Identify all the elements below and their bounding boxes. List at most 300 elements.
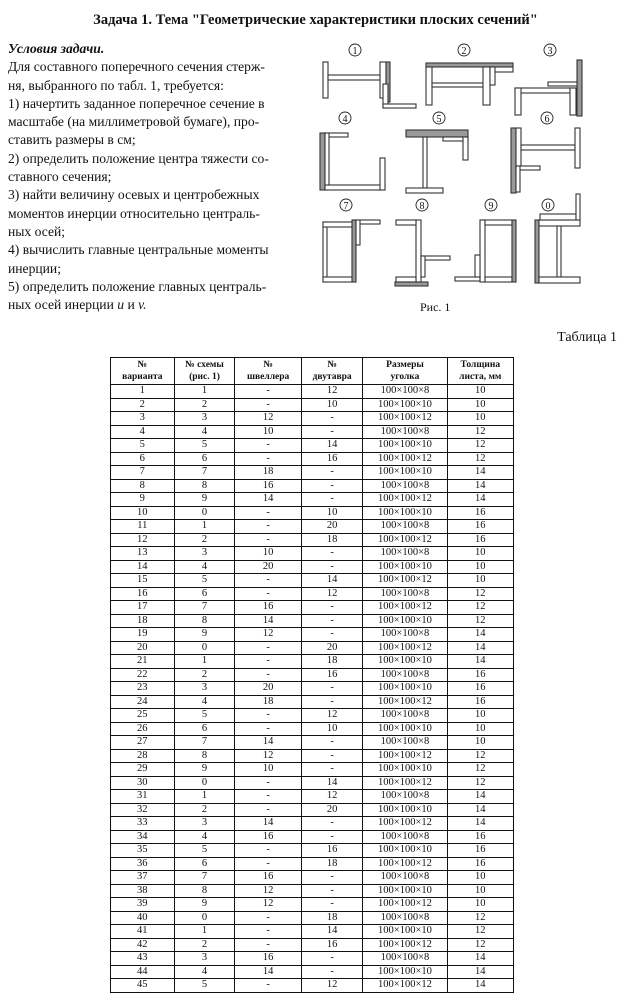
table-row: [111, 736, 514, 750]
cell-angle-size: 100×100×10: [363, 506, 447, 520]
cell-channel: -: [235, 979, 301, 993]
cell-angle-size: 100×100×8: [363, 668, 447, 682]
scheme-0-drawing: [535, 194, 580, 283]
cell-angle-size: 100×100×8: [363, 628, 447, 642]
table-row: [111, 466, 514, 480]
axis-u-label: u: [117, 297, 125, 313]
column-header-text: листа, мм: [459, 372, 502, 382]
cell-ibeam: 14: [301, 439, 363, 453]
column-header-ibeam: [301, 358, 363, 385]
cell-channel: 14: [235, 965, 301, 979]
column-header-text: двутавра: [312, 372, 352, 382]
cell-channel: -: [235, 641, 301, 655]
cell-scheme: 7: [174, 736, 235, 750]
scheme-2-drawing: [426, 63, 513, 105]
cell-angle-size: 100×100×12: [363, 749, 447, 763]
cell-channel: 10: [235, 425, 301, 439]
scheme-5-drawing: [406, 130, 468, 193]
cross-section-figures: [310, 40, 630, 305]
column-header-text: швеллера: [247, 372, 290, 382]
cell-variant: 25: [111, 709, 175, 723]
cell-variant: 26: [111, 722, 175, 736]
cell-scheme: 5: [174, 979, 235, 993]
condition-line-text: ных осей инерции: [8, 297, 118, 313]
cell-channel: -: [235, 587, 301, 601]
table-row: [111, 668, 514, 682]
table-row: [111, 911, 514, 925]
cell-variant: 44: [111, 965, 175, 979]
cell-variant: 23: [111, 682, 175, 696]
task-conditions: [8, 40, 308, 314]
cell-variant: 42: [111, 938, 175, 952]
cell-scheme: 8: [174, 479, 235, 493]
table-row: [111, 722, 514, 736]
cell-variant: 2: [111, 398, 175, 412]
cell-angle-size: 100×100×12: [363, 574, 447, 588]
cell-angle-size: 100×100×12: [363, 493, 447, 507]
cell-plate-thickness: 12: [447, 452, 513, 466]
cell-ibeam: -: [301, 830, 363, 844]
condition-line: [8, 296, 308, 314]
cell-scheme: 1: [174, 520, 235, 534]
cell-channel: 10: [235, 763, 301, 777]
cell-ibeam: -: [301, 601, 363, 615]
table-row: [111, 952, 514, 966]
cell-scheme: 3: [174, 952, 235, 966]
table-row: [111, 547, 514, 561]
axis-v-label: v.: [138, 297, 147, 313]
cell-plate-thickness: 12: [447, 587, 513, 601]
cell-ibeam: 14: [301, 925, 363, 939]
cell-ibeam: -: [301, 425, 363, 439]
cell-plate-thickness: 10: [447, 547, 513, 561]
cell-channel: -: [235, 938, 301, 952]
cell-ibeam: -: [301, 614, 363, 628]
cell-channel: 20: [235, 560, 301, 574]
cell-variant: 38: [111, 884, 175, 898]
table-row: [111, 709, 514, 723]
cell-channel: 14: [235, 817, 301, 831]
condition-line: масштабе (на миллиметровой бумаге), про-: [8, 114, 260, 130]
cell-plate-thickness: 10: [447, 736, 513, 750]
cell-angle-size: 100×100×8: [363, 952, 447, 966]
cell-plate-thickness: 14: [447, 479, 513, 493]
cell-ibeam: -: [301, 547, 363, 561]
column-header-text: №: [327, 360, 337, 370]
cell-channel: 18: [235, 466, 301, 480]
cell-ibeam: -: [301, 749, 363, 763]
conditions-heading: Условия задачи.: [8, 41, 105, 56]
cell-angle-size: 100×100×10: [363, 682, 447, 696]
cell-angle-size: 100×100×12: [363, 817, 447, 831]
cell-scheme: 6: [174, 722, 235, 736]
cell-channel: -: [235, 709, 301, 723]
cell-ibeam: 14: [301, 574, 363, 588]
cell-channel: -: [235, 439, 301, 453]
cell-plate-thickness: 14: [447, 628, 513, 642]
table-row: [111, 452, 514, 466]
variants-table: [110, 357, 514, 993]
table-row: [111, 682, 514, 696]
table-row: [111, 398, 514, 412]
cell-variant: 28: [111, 749, 175, 763]
cell-scheme: 1: [174, 385, 235, 399]
table-row: [111, 574, 514, 588]
cell-scheme: 9: [174, 493, 235, 507]
table-row: [111, 925, 514, 939]
cell-channel: -: [235, 533, 301, 547]
table-row: [111, 763, 514, 777]
cell-ibeam: 20: [301, 803, 363, 817]
cell-channel: 16: [235, 871, 301, 885]
table-row: [111, 695, 514, 709]
cell-ibeam: -: [301, 817, 363, 831]
cell-plate-thickness: 12: [447, 601, 513, 615]
column-header-text: Толщина: [460, 360, 501, 370]
scheme-label-5: 5: [436, 114, 442, 125]
cell-scheme: 3: [174, 682, 235, 696]
cell-variant: 9: [111, 493, 175, 507]
cell-angle-size: 100×100×8: [363, 790, 447, 804]
cell-ibeam: 18: [301, 911, 363, 925]
table-row: [111, 520, 514, 534]
column-header-scheme: [174, 358, 235, 385]
scheme-4-drawing: [320, 133, 385, 190]
cell-scheme: 5: [174, 709, 235, 723]
cell-ibeam: 16: [301, 938, 363, 952]
cell-ibeam: 12: [301, 587, 363, 601]
cell-channel: 18: [235, 695, 301, 709]
cell-plate-thickness: 16: [447, 857, 513, 871]
condition-line: ставного сечения;: [8, 169, 112, 185]
cell-ibeam: 20: [301, 520, 363, 534]
cell-variant: 33: [111, 817, 175, 831]
cell-variant: 18: [111, 614, 175, 628]
cell-angle-size: 100×100×10: [363, 398, 447, 412]
table-row: [111, 803, 514, 817]
table-row: [111, 560, 514, 574]
cell-angle-size: 100×100×12: [363, 938, 447, 952]
cell-angle-size: 100×100×10: [363, 884, 447, 898]
cell-scheme: 0: [174, 641, 235, 655]
cell-ibeam: -: [301, 560, 363, 574]
condition-line: 4) вычислить главные центральные моменты: [8, 242, 269, 258]
column-header-text: Размеры: [386, 360, 424, 370]
cell-variant: 20: [111, 641, 175, 655]
column-header-channel: [235, 358, 301, 385]
cell-channel: 14: [235, 614, 301, 628]
cell-variant: 24: [111, 695, 175, 709]
table-row: [111, 628, 514, 642]
cell-channel: -: [235, 803, 301, 817]
cell-variant: 31: [111, 790, 175, 804]
cell-scheme: 2: [174, 533, 235, 547]
cell-scheme: 4: [174, 965, 235, 979]
cell-plate-thickness: 16: [447, 830, 513, 844]
column-header-text: №: [263, 360, 273, 370]
scheme-label-0: 0: [545, 201, 551, 212]
cell-plate-thickness: 14: [447, 466, 513, 480]
cell-variant: 12: [111, 533, 175, 547]
cell-variant: 27: [111, 736, 175, 750]
cell-plate-thickness: 10: [447, 560, 513, 574]
table-row: [111, 857, 514, 871]
cell-angle-size: 100×100×8: [363, 479, 447, 493]
cell-variant: 40: [111, 911, 175, 925]
cell-ibeam: -: [301, 466, 363, 480]
table-row: [111, 614, 514, 628]
condition-line: 3) найти величину осевых и центробежных: [8, 187, 260, 203]
cell-plate-thickness: 16: [447, 533, 513, 547]
cell-plate-thickness: 12: [447, 425, 513, 439]
cell-scheme: 2: [174, 398, 235, 412]
table-row: [111, 830, 514, 844]
cell-plate-thickness: 14: [447, 817, 513, 831]
table-row: [111, 655, 514, 669]
cell-scheme: 2: [174, 803, 235, 817]
cell-ibeam: 12: [301, 709, 363, 723]
cell-angle-size: 100×100×8: [363, 425, 447, 439]
cell-angle-size: 100×100×8: [363, 520, 447, 534]
cell-plate-thickness: 10: [447, 898, 513, 912]
cell-angle-size: 100×100×12: [363, 857, 447, 871]
cell-ibeam: 18: [301, 533, 363, 547]
cell-plate-thickness: 16: [447, 682, 513, 696]
cell-plate-thickness: 14: [447, 965, 513, 979]
cell-plate-thickness: 12: [447, 749, 513, 763]
cell-plate-thickness: 16: [447, 695, 513, 709]
cell-plate-thickness: 10: [447, 709, 513, 723]
cell-angle-size: 100×100×12: [363, 776, 447, 790]
cell-scheme: 3: [174, 817, 235, 831]
cell-scheme: 5: [174, 439, 235, 453]
scheme-label-7: 7: [343, 201, 349, 212]
scheme-label-6: 6: [544, 114, 550, 125]
cell-ibeam: 14: [301, 776, 363, 790]
table-body: [111, 385, 514, 993]
cell-scheme: 3: [174, 412, 235, 426]
table-row: [111, 533, 514, 547]
cell-angle-size: 100×100×12: [363, 452, 447, 466]
cell-scheme: 5: [174, 574, 235, 588]
cell-plate-thickness: 12: [447, 763, 513, 777]
table-row: [111, 776, 514, 790]
table-row: [111, 965, 514, 979]
cell-ibeam: -: [301, 965, 363, 979]
cell-variant: 36: [111, 857, 175, 871]
cell-plate-thickness: 14: [447, 493, 513, 507]
cell-variant: 22: [111, 668, 175, 682]
column-header-plate-thickness: [447, 358, 513, 385]
cell-angle-size: 100×100×10: [363, 844, 447, 858]
cell-plate-thickness: 16: [447, 506, 513, 520]
cell-angle-size: 100×100×12: [363, 641, 447, 655]
cell-channel: 12: [235, 412, 301, 426]
cell-angle-size: 100×100×10: [363, 466, 447, 480]
condition-line: 1) начертить заданное поперечное сечение в: [8, 95, 265, 111]
cell-plate-thickness: 12: [447, 938, 513, 952]
cell-plate-thickness: 16: [447, 520, 513, 534]
cell-variant: 19: [111, 628, 175, 642]
table-row: [111, 641, 514, 655]
table-header-row: [111, 358, 514, 385]
condition-line: Для составного поперечного сечения стерж-: [8, 59, 265, 75]
cell-angle-size: 100×100×8: [363, 830, 447, 844]
cell-plate-thickness: 14: [447, 979, 513, 993]
cell-variant: 13: [111, 547, 175, 561]
cell-plate-thickness: 14: [447, 655, 513, 669]
cell-angle-size: 100×100×12: [363, 979, 447, 993]
cell-variant: 3: [111, 412, 175, 426]
figure-caption: Рис. 1: [420, 300, 451, 314]
cell-channel: 12: [235, 749, 301, 763]
cell-angle-size: 100×100×10: [363, 925, 447, 939]
cell-channel: -: [235, 668, 301, 682]
cell-angle-size: 100×100×10: [363, 803, 447, 817]
cell-plate-thickness: 10: [447, 398, 513, 412]
cell-ibeam: -: [301, 871, 363, 885]
table-row: [111, 884, 514, 898]
cell-angle-size: 100×100×8: [363, 547, 447, 561]
cell-scheme: 4: [174, 695, 235, 709]
cell-angle-size: 100×100×10: [363, 965, 447, 979]
cell-angle-size: 100×100×12: [363, 601, 447, 615]
cell-ibeam: -: [301, 493, 363, 507]
conjunction: и: [124, 297, 139, 313]
cell-scheme: 2: [174, 938, 235, 952]
condition-line: 5) определить положение главных централь-: [8, 278, 267, 294]
table-row: [111, 898, 514, 912]
column-header-text: № схемы: [185, 360, 224, 370]
cell-angle-size: 100×100×10: [363, 439, 447, 453]
cell-variant: 34: [111, 830, 175, 844]
cell-ibeam: -: [301, 695, 363, 709]
cell-ibeam: -: [301, 736, 363, 750]
cell-scheme: 4: [174, 425, 235, 439]
cell-channel: -: [235, 506, 301, 520]
table-row: [111, 385, 514, 399]
cell-scheme: 0: [174, 911, 235, 925]
cell-channel: 12: [235, 884, 301, 898]
cell-scheme: 6: [174, 587, 235, 601]
scheme-1-drawing: [323, 62, 416, 108]
cell-plate-thickness: 14: [447, 790, 513, 804]
cell-channel: 10: [235, 547, 301, 561]
cell-variant: 1: [111, 385, 175, 399]
scheme-3-drawing: [515, 60, 582, 116]
cell-channel: -: [235, 790, 301, 804]
scheme-label-9: 9: [488, 201, 494, 212]
scheme-7-drawing: [323, 220, 380, 282]
cell-variant: 5: [111, 439, 175, 453]
cell-channel: 16: [235, 601, 301, 615]
cell-ibeam: -: [301, 884, 363, 898]
table-row: [111, 425, 514, 439]
cell-variant: 11: [111, 520, 175, 534]
condition-line: 2) определить положение центра тяжести со-: [8, 150, 269, 166]
table-row: [111, 749, 514, 763]
cell-channel: 16: [235, 479, 301, 493]
cell-plate-thickness: 14: [447, 803, 513, 817]
cell-angle-size: 100×100×8: [363, 871, 447, 885]
cell-channel: 14: [235, 493, 301, 507]
cell-variant: 10: [111, 506, 175, 520]
cell-scheme: 9: [174, 763, 235, 777]
cell-ibeam: 12: [301, 385, 363, 399]
cell-channel: 12: [235, 628, 301, 642]
cell-variant: 35: [111, 844, 175, 858]
scheme-label-8: 8: [419, 201, 425, 212]
cell-plate-thickness: 10: [447, 385, 513, 399]
scheme-8-drawing: [395, 220, 450, 286]
cell-ibeam: 18: [301, 655, 363, 669]
cell-variant: 6: [111, 452, 175, 466]
cell-scheme: 1: [174, 790, 235, 804]
cell-ibeam: -: [301, 628, 363, 642]
cell-angle-size: 100×100×12: [363, 533, 447, 547]
cell-scheme: 6: [174, 857, 235, 871]
condition-line: инерции;: [8, 260, 61, 276]
scheme-6-drawing: [511, 128, 580, 193]
scheme-label-3: 3: [547, 46, 553, 57]
cell-scheme: 1: [174, 925, 235, 939]
cell-scheme: 1: [174, 655, 235, 669]
cell-variant: 30: [111, 776, 175, 790]
table-row: [111, 587, 514, 601]
column-header-variant: [111, 358, 175, 385]
cell-ibeam: -: [301, 898, 363, 912]
cell-plate-thickness: 12: [447, 911, 513, 925]
table-row: [111, 790, 514, 804]
cell-ibeam: 16: [301, 452, 363, 466]
scheme-9-drawing: [455, 220, 516, 282]
cell-scheme: 8: [174, 614, 235, 628]
cell-angle-size: 100×100×8: [363, 709, 447, 723]
cell-channel: -: [235, 722, 301, 736]
cell-scheme: 7: [174, 871, 235, 885]
cell-variant: 7: [111, 466, 175, 480]
cell-channel: -: [235, 574, 301, 588]
cell-ibeam: 20: [301, 641, 363, 655]
cell-channel: 20: [235, 682, 301, 696]
cell-ibeam: -: [301, 952, 363, 966]
condition-line: ных осей;: [8, 223, 66, 239]
cell-plate-thickness: 16: [447, 668, 513, 682]
cell-variant: 8: [111, 479, 175, 493]
cell-ibeam: 12: [301, 979, 363, 993]
cell-channel: 16: [235, 830, 301, 844]
cell-plate-thickness: 14: [447, 952, 513, 966]
cell-plate-thickness: 12: [447, 614, 513, 628]
cell-plate-thickness: 14: [447, 641, 513, 655]
table-row: [111, 506, 514, 520]
cell-channel: 12: [235, 898, 301, 912]
cell-scheme: 8: [174, 884, 235, 898]
cell-channel: -: [235, 452, 301, 466]
cell-plate-thickness: 10: [447, 574, 513, 588]
cell-angle-size: 100×100×12: [363, 412, 447, 426]
cell-channel: -: [235, 911, 301, 925]
cell-ibeam: 18: [301, 857, 363, 871]
cell-scheme: 7: [174, 601, 235, 615]
cell-channel: -: [235, 844, 301, 858]
cell-variant: 45: [111, 979, 175, 993]
table-row: [111, 938, 514, 952]
condition-line: моментов инерции относительно централь-: [8, 205, 260, 221]
scheme-label-4: 4: [342, 114, 348, 125]
table-row: [111, 979, 514, 993]
table-row: [111, 871, 514, 885]
